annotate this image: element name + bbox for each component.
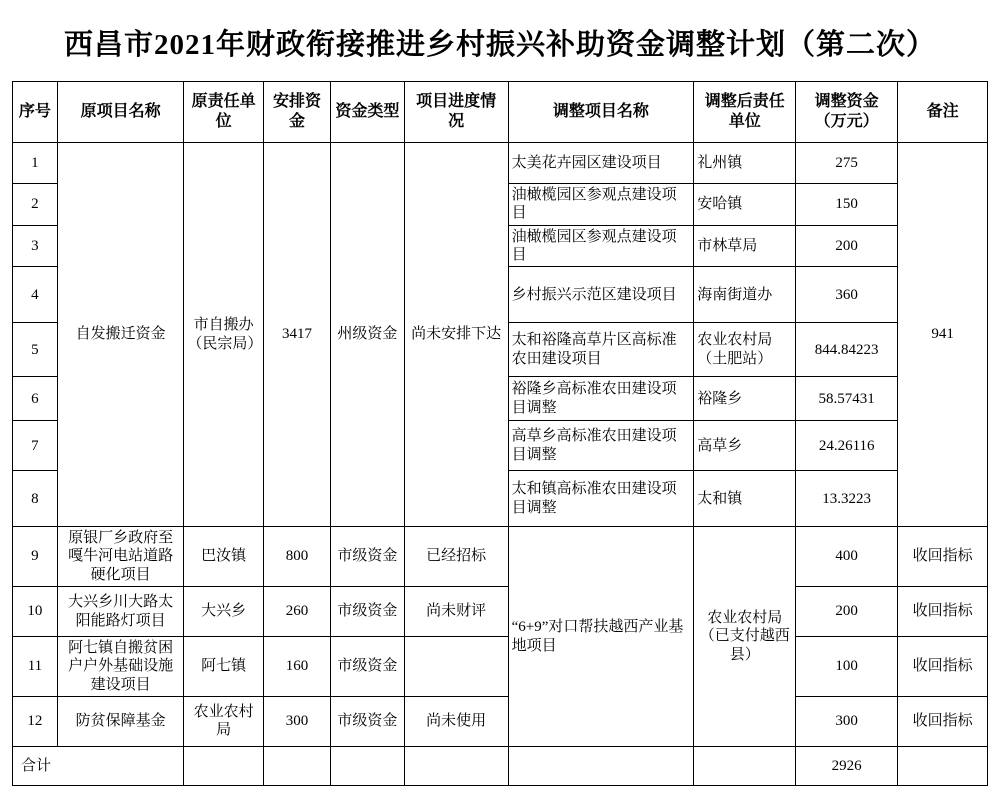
cell-index: 12: [13, 696, 58, 746]
cell-new-unit: 市林草局: [694, 225, 796, 267]
table-row: [13, 696, 988, 746]
cell-index: 6: [13, 377, 58, 421]
cell-new-amount: 200: [796, 225, 898, 267]
table-total-row: [13, 746, 988, 785]
cell-index: 9: [13, 527, 58, 587]
cell-new-project: 油橄榄园区参观点建设项目: [508, 225, 694, 267]
cell-new-amount: 300: [796, 696, 898, 746]
cell-fund-type: 市级资金: [331, 527, 404, 587]
cell-new-unit: 裕隆乡: [694, 377, 796, 421]
cell-new-project: 太美花卉园区建设项目: [508, 143, 694, 184]
cell-new-amount: 360: [796, 267, 898, 323]
cell-remark: 收回指标: [898, 696, 988, 746]
cell-progress: [404, 637, 508, 697]
cell-remark: 收回指标: [898, 637, 988, 697]
cell-progress: 尚未财评: [404, 587, 508, 637]
total-blank-progress: [404, 746, 508, 785]
total-blank-newproject: [508, 746, 694, 785]
cell-new-unit: 海南街道办: [694, 267, 796, 323]
cell-index: 5: [13, 323, 58, 377]
cell-index: 3: [13, 225, 58, 267]
header-orig-unit: 原责任单位: [184, 82, 264, 143]
cell-fund-type: 州级资金: [331, 143, 404, 527]
cell-new-unit: 太和镇: [694, 471, 796, 527]
header-remark: 备注: [898, 82, 988, 143]
cell-amount: 160: [263, 637, 330, 697]
cell-amount: 3417: [263, 143, 330, 527]
cell-orig-project: 阿七镇自搬贫困户户外基础设施建设项目: [57, 637, 183, 697]
cell-orig-unit: 市自搬办（民宗局）: [184, 143, 264, 527]
cell-progress: 已经招标: [404, 527, 508, 587]
cell-new-amount: 100: [796, 637, 898, 697]
cell-index: 1: [13, 143, 58, 184]
cell-orig-project: 自发搬迁资金: [57, 143, 183, 527]
total-label: 合计: [13, 746, 184, 785]
header-fund-type: 资金类型: [331, 82, 404, 143]
cell-progress: 尚未安排下达: [404, 143, 508, 527]
cell-orig-project: 原银厂乡政府至嘎牛河电站道路硬化项目: [57, 527, 183, 587]
page-title: 西昌市2021年财政衔接推进乡村振兴补助资金调整计划（第二次）: [63, 29, 936, 61]
cell-index: 11: [13, 637, 58, 697]
header-new-amount: 调整资金（万元）: [796, 82, 898, 143]
cell-new-amount: 200: [796, 587, 898, 637]
cell-new-amount: 58.57431: [796, 377, 898, 421]
header-amount: 安排资金: [263, 82, 330, 143]
cell-fund-type: 市级资金: [331, 637, 404, 697]
cell-new-amount: 13.3223: [796, 471, 898, 527]
total-blank-fundtype: [331, 746, 404, 785]
cell-index: 7: [13, 421, 58, 471]
cell-orig-unit: 阿七镇: [184, 637, 264, 697]
cell-new-unit: 高草乡: [694, 421, 796, 471]
cell-orig-project: 防贫保障基金: [57, 696, 183, 746]
cell-remark: 收回指标: [898, 527, 988, 587]
cell-progress: 尚未使用: [404, 696, 508, 746]
cell-new-amount: 275: [796, 143, 898, 184]
cell-orig-unit: 农业农村局: [184, 696, 264, 746]
cell-new-unit: 安哈镇: [694, 184, 796, 226]
cell-new-project: 太和镇高标准农田建设项目调整: [508, 471, 694, 527]
table-row: [13, 527, 988, 587]
cell-remark: 收回指标: [898, 587, 988, 637]
cell-new-project: 油橄榄园区参观点建设项目: [508, 184, 694, 226]
header-orig-project: 原项目名称: [57, 82, 183, 143]
cell-new-unit: 农业农村局（已支付越西县）: [694, 527, 796, 747]
cell-new-unit: 农业农村局（土肥站）: [694, 323, 796, 377]
header-progress: 项目进度情况: [404, 82, 508, 143]
cell-orig-unit: 巴汝镇: [184, 527, 264, 587]
cell-index: 4: [13, 267, 58, 323]
cell-new-project: 乡村振兴示范区建设项目: [508, 267, 694, 323]
table-row: [13, 143, 988, 184]
cell-new-project: 高草乡高标准农田建设项目调整: [508, 421, 694, 471]
cell-remark: 941: [898, 143, 988, 527]
total-blank-unit: [184, 746, 264, 785]
header-new-project: 调整项目名称: [508, 82, 694, 143]
cell-orig-project: 大兴乡川大路太阳能路灯项目: [57, 587, 183, 637]
header-index: 序号: [13, 82, 58, 143]
cell-new-project: 裕隆乡高标准农田建设项目调整: [508, 377, 694, 421]
cell-new-project: “6+9”对口帮扶越西产业基地项目: [508, 527, 694, 747]
total-blank-remark: [898, 746, 988, 785]
cell-new-amount: 844.84223: [796, 323, 898, 377]
cell-index: 10: [13, 587, 58, 637]
cell-fund-type: 市级资金: [331, 587, 404, 637]
cell-index: 8: [13, 471, 58, 527]
cell-amount: 800: [263, 527, 330, 587]
cell-amount: 260: [263, 587, 330, 637]
header-new-unit: 调整后责任单位: [694, 82, 796, 143]
total-value: 2926: [796, 746, 898, 785]
cell-new-amount: 150: [796, 184, 898, 226]
cell-index: 2: [13, 184, 58, 226]
cell-new-amount: 24.26116: [796, 421, 898, 471]
cell-new-project: 太和裕隆高草片区高标准农田建设项目: [508, 323, 694, 377]
total-blank-newunit: [694, 746, 796, 785]
cell-amount: 300: [263, 696, 330, 746]
cell-fund-type: 市级资金: [331, 696, 404, 746]
total-blank-amount: [263, 746, 330, 785]
cell-orig-unit: 大兴乡: [184, 587, 264, 637]
cell-new-amount: 400: [796, 527, 898, 587]
table-row: [13, 587, 988, 637]
table-header-row: [13, 82, 988, 143]
cell-new-unit: 礼州镇: [694, 143, 796, 184]
table-row: [13, 637, 988, 697]
budget-adjustment-table: [12, 81, 988, 786]
